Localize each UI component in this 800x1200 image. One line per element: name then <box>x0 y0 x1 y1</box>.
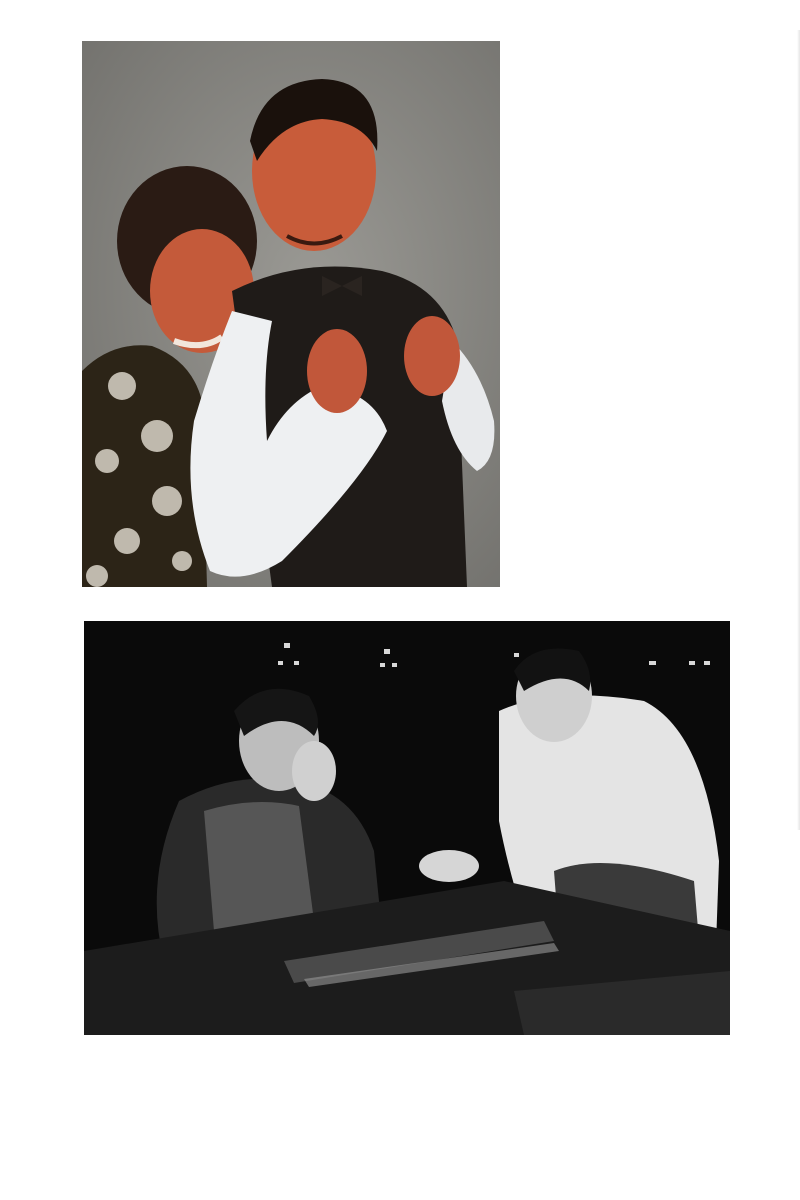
photo-studio-bw <box>84 621 730 1035</box>
photo-portrait-color <box>82 41 500 587</box>
